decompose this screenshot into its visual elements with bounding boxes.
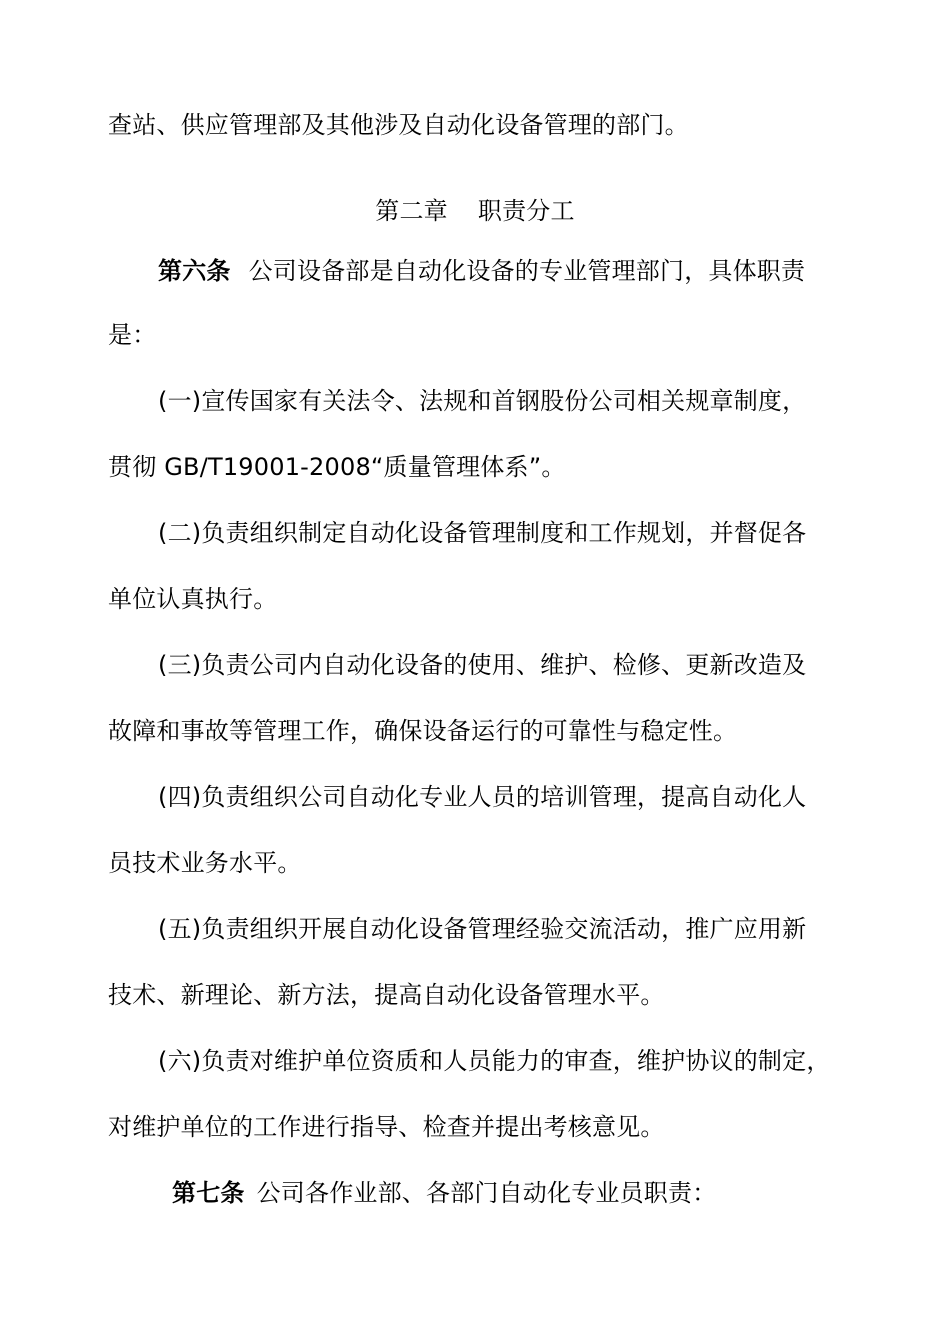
article-7-label: 第七条 [172,1179,245,1207]
item-5-line: (五)负责组织开展自动化设备管理经验交流活动，推广应用新 [158,915,807,943]
article-6-text: 公司设备部是自动化设备的专业管理部门，具体职责 [248,257,806,285]
chapter-heading [0,196,950,226]
article-6-label: 第六条 [158,257,231,285]
paragraph-line: 员技术业务水平。 [108,849,302,877]
article-7-line [172,1178,716,1208]
article-7-text: 公司各作业部、各部门自动化专业员职责： [256,1179,717,1207]
paragraph-line: 是： [108,321,157,349]
chapter-number: 第二章 [375,197,448,225]
paragraph-line: 对维护单位的工作进行指导、检查并提出考核意见。 [108,1113,665,1141]
item-1-line: (一)宣传国家有关法令、法规和首钢股份公司相关规章制度， [158,387,807,415]
paragraph-line: 单位认真执行。 [108,585,278,613]
item-2-line: (二)负责组织制定自动化设备管理制度和工作规划，并督促各 [158,519,807,547]
paragraph-line: 故障和事故等管理工作，确保设备运行的可靠性与稳定性。 [108,717,738,745]
chapter-title: 职责分工 [477,197,575,225]
paragraph-line: 贯彻 GB/T19001-2008“质量管理体系”。 [108,453,566,481]
paragraph-line: 查站、供应管理部及其他涉及自动化设备管理的部门。 [108,111,689,139]
article-6-line [158,256,805,286]
item-4-line: (四)负责组织公司自动化专业人员的培训管理，提高自动化人 [158,783,807,811]
item-3-line: (三)负责公司内自动化设备的使用、维护、检修、更新改造及 [158,651,807,679]
paragraph-line: 技术、新理论、新方法，提高自动化设备管理水平。 [108,981,665,1009]
item-6-line: (六)负责对维护单位资质和人员能力的审查，维护协议的制定， [158,1047,831,1075]
